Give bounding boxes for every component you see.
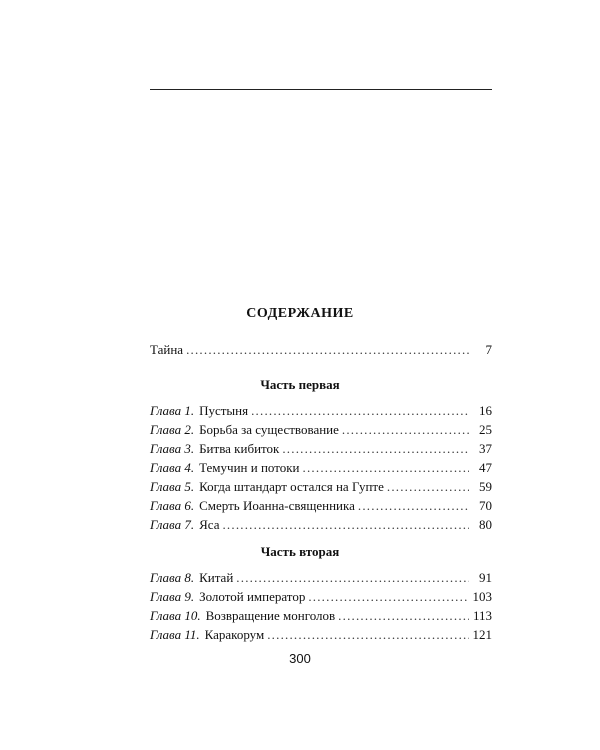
chapter-title: Темучин и потоки: [199, 460, 300, 475]
chapter-label: Глава 5.: [150, 479, 195, 494]
chapter-label: Глава 9.: [150, 589, 195, 604]
chapter-title: Когда штандарт остался на Гупте: [199, 479, 384, 494]
toc-entry-intro[interactable]: [150, 342, 492, 360]
contents-heading: СОДЕРЖАНИЕ: [246, 306, 354, 321]
chapter-title: Возвращение монголов: [205, 608, 336, 623]
chapter-label: Глава 10.: [150, 608, 201, 623]
part-heading: Часть первая: [260, 377, 340, 392]
toc-entry[interactable]: [150, 403, 492, 421]
chapter-page: 70: [479, 498, 492, 513]
toc-entry[interactable]: [150, 422, 492, 440]
chapter-page: 121: [472, 627, 492, 642]
page-number: 300: [289, 651, 311, 666]
chapter-page: 25: [479, 422, 492, 437]
chapter-label: Глава 1.: [150, 403, 195, 418]
dot-leader: [236, 570, 469, 586]
chapter-title: Китай: [199, 570, 234, 585]
chapter-page: 103: [472, 589, 492, 604]
toc-entry[interactable]: [150, 460, 492, 478]
chapter-title: Смерть Иоанна-священника: [199, 498, 355, 513]
toc-entry[interactable]: [150, 608, 492, 626]
chapter-label: Глава 8.: [150, 570, 195, 585]
chapter-page: 47: [479, 460, 492, 475]
chapter-label: Глава 3.: [150, 441, 195, 456]
dot-leader: [308, 589, 469, 605]
toc-entry[interactable]: [150, 498, 492, 516]
toc-entry[interactable]: [150, 589, 492, 607]
dot-leader: [303, 460, 469, 476]
toc-entry[interactable]: [150, 479, 492, 497]
part-heading: Часть вторая: [260, 544, 340, 559]
dot-leader: [338, 608, 469, 624]
toc-entry[interactable]: [150, 570, 492, 588]
toc-entry-page: 7: [485, 342, 492, 357]
chapter-title: Каракорум: [204, 627, 265, 642]
toc-entry[interactable]: [150, 517, 492, 535]
dot-leader: [358, 498, 469, 514]
toc-entry[interactable]: [150, 627, 492, 645]
toc-entry[interactable]: [150, 441, 492, 459]
chapter-page: 59: [479, 479, 492, 494]
chapter-title: Битва кибиток: [199, 441, 280, 456]
dot-leader: [186, 342, 469, 358]
chapter-label: Глава 11.: [150, 627, 200, 642]
dot-leader: [342, 422, 469, 438]
toc-entry-title: Тайна: [150, 342, 184, 357]
chapter-label: Глава 6.: [150, 498, 195, 513]
dot-leader: [267, 627, 469, 643]
chapter-title: Борьба за существование: [199, 422, 339, 437]
chapter-page: 113: [472, 608, 492, 623]
dot-leader: [282, 441, 469, 457]
dot-leader: [222, 517, 469, 533]
chapter-label: Глава 2.: [150, 422, 195, 437]
dot-leader: [387, 479, 469, 495]
chapter-page: 37: [479, 441, 492, 456]
chapter-page: 91: [479, 570, 492, 585]
chapter-page: 16: [479, 403, 492, 418]
chapter-label: Глава 4.: [150, 460, 195, 475]
chapter-title: Пустыня: [199, 403, 249, 418]
chapter-label: Глава 7.: [150, 517, 195, 532]
header-rule: [150, 89, 492, 90]
chapter-title: Яса: [199, 517, 220, 532]
dot-leader: [251, 403, 469, 419]
chapter-title: Золотой император: [199, 589, 306, 604]
chapter-page: 80: [479, 517, 492, 532]
